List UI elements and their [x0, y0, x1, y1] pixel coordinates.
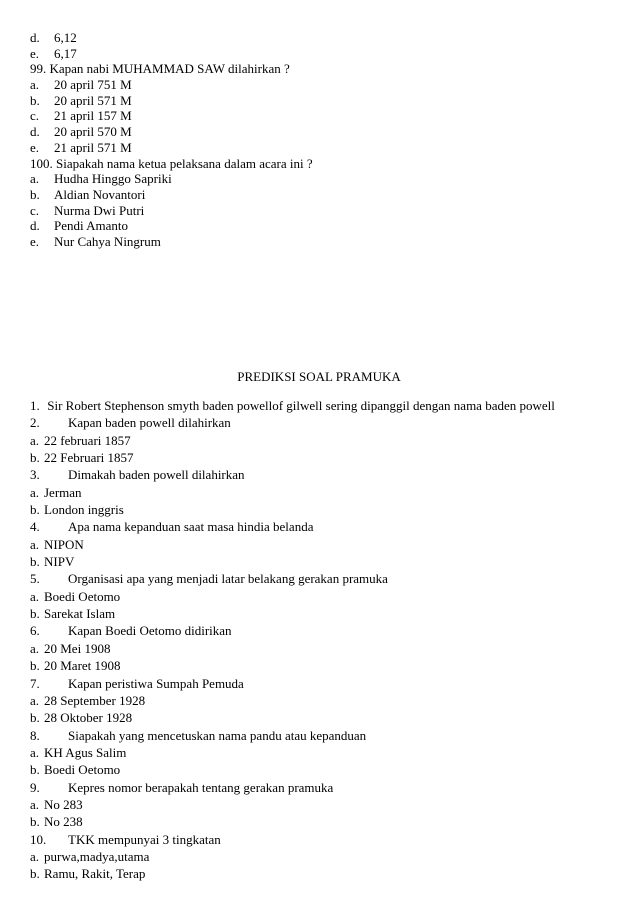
answer-line — [30, 605, 620, 622]
option-label: c. — [30, 202, 40, 218]
option-text: 22 februari 1857 — [44, 432, 131, 448]
answer-line — [30, 536, 620, 553]
section-title-text: PREDIKSI SOAL PRAMUKA — [237, 369, 401, 384]
option-label: b. — [30, 502, 40, 518]
option-text: 20 april 571 M — [54, 92, 132, 108]
option-text: Boedi Oetomo — [44, 588, 121, 604]
section-title — [0, 369, 638, 385]
option-label: a. — [30, 640, 40, 656]
answer-line — [30, 234, 620, 250]
answer-line — [30, 171, 620, 187]
question-number: 2. — [30, 415, 40, 431]
question-text: Kapan baden powell dilahirkan — [68, 415, 231, 431]
option-label: e. — [30, 233, 40, 249]
option-text: NIPV — [44, 554, 75, 570]
answer-line — [30, 813, 620, 830]
option-text: 6,12 — [54, 30, 77, 45]
answer-line — [30, 744, 620, 761]
answer-line — [30, 657, 620, 674]
answer-line — [30, 761, 620, 778]
option-label: b. — [30, 658, 40, 674]
option-text: 28 Oktober 1928 — [44, 710, 133, 726]
question-number: 9. — [30, 779, 40, 795]
answer-line — [30, 108, 620, 124]
option-text: 20 Maret 1908 — [44, 658, 121, 674]
question-text: Organisasi apa yang menjadi latar belakang gerakan pramuka — [68, 571, 388, 587]
pramuka-questions-section — [30, 397, 620, 883]
option-text: purwa,madya,utama — [44, 848, 150, 864]
option-text: 21 april 571 M — [54, 139, 132, 155]
option-text: Nur Cahya Ningrum — [54, 233, 161, 249]
answer-line — [30, 77, 620, 93]
option-text: No 238 — [44, 814, 83, 830]
question-number: 4. — [30, 519, 40, 535]
answer-line — [30, 865, 620, 882]
answer-line — [30, 46, 620, 62]
question-text: Dimakah baden powell dilahirkan — [68, 467, 245, 483]
option-label: b. — [30, 866, 40, 882]
option-label: b. — [30, 554, 40, 570]
question-text: Siapakah nama ketua pelaksana dalam acara ini ? — [56, 155, 313, 171]
question-number: 7. — [30, 675, 40, 691]
question-line — [30, 675, 620, 692]
answer-line — [30, 848, 620, 865]
option-label: e. — [30, 139, 40, 155]
answer-line — [30, 93, 620, 109]
question-number: 10. — [30, 831, 47, 847]
option-label: a. — [30, 692, 40, 708]
option-text: 22 Februari 1857 — [44, 450, 134, 466]
option-label: d. — [30, 124, 40, 140]
question-number: 99. — [30, 61, 47, 77]
question-text: TKK mempunyai 3 tingkatan — [68, 831, 221, 847]
option-text: KH Agus Salim — [44, 744, 127, 760]
option-text: Hudha Hinggo Sapriki — [54, 171, 172, 187]
option-label: a. — [30, 744, 40, 760]
option-label: b. — [30, 762, 40, 778]
question-number: 1. — [30, 398, 40, 413]
option-label: b. — [30, 92, 40, 108]
option-text: 28 September 1928 — [44, 692, 146, 708]
question-text: Kapan Boedi Oetomo didirikan — [68, 623, 232, 639]
question-line — [30, 156, 620, 172]
option-text: Boedi Oetomo — [44, 762, 121, 778]
option-label: b. — [30, 606, 40, 622]
option-text: London inggris — [44, 502, 124, 518]
answer-line — [30, 501, 620, 518]
answer-line — [30, 640, 620, 657]
option-label: b. — [30, 450, 40, 466]
option-text: No 283 — [44, 796, 83, 812]
option-label: a. — [30, 77, 40, 93]
answer-line — [30, 140, 620, 156]
option-text: 20 april 570 M — [54, 124, 132, 140]
option-text: NIPON — [44, 536, 84, 552]
answer-line — [30, 218, 620, 234]
question-number: 6. — [30, 623, 40, 639]
question-line — [30, 831, 620, 848]
option-label: a. — [30, 432, 40, 448]
option-label: a. — [30, 536, 40, 552]
option-text: 20 april 751 M — [54, 77, 132, 93]
answer-line — [30, 124, 620, 140]
question-text: Sir Robert Stephenson smyth baden powellof gilwell sering dipanggil dengan nama baden powell — [47, 398, 555, 413]
question-line — [30, 414, 620, 431]
option-text: 21 april 157 M — [54, 108, 132, 124]
option-text: Ramu, Rakit, Terap — [44, 866, 146, 882]
answer-line — [30, 30, 620, 46]
question-number: 5. — [30, 571, 40, 587]
option-text: 6,17 — [54, 45, 77, 61]
option-text: Aldian Novantori — [54, 186, 146, 202]
question-text: Kapan peristiwa Sumpah Pemuda — [68, 675, 244, 691]
answer-line — [30, 553, 620, 570]
answer-line — [30, 449, 620, 466]
option-label: d. — [30, 30, 40, 45]
option-text: 20 Mei 1908 — [44, 640, 111, 656]
question-line — [30, 61, 620, 77]
answer-line — [30, 432, 620, 449]
question-text: Kepres nomor berapakah tentang gerakan pramuka — [68, 779, 334, 795]
option-text: Pendi Amanto — [54, 218, 129, 234]
option-label: c. — [30, 108, 40, 124]
question-number: 100. — [30, 155, 53, 171]
answer-line — [30, 796, 620, 813]
answer-line — [30, 709, 620, 726]
question-text: Siapakah yang mencetuskan nama pandu atau kepanduan — [68, 727, 367, 743]
question-line — [30, 570, 620, 587]
question-number: 3. — [30, 467, 40, 483]
answer-line — [30, 484, 620, 501]
answer-line — [30, 588, 620, 605]
option-text: Nurma Dwi Putri — [54, 202, 145, 218]
question-line — [30, 397, 620, 414]
question-text: Apa nama kepanduan saat masa hindia belanda — [68, 519, 314, 535]
answer-line — [30, 187, 620, 203]
question-number: 8. — [30, 727, 40, 743]
option-label: a. — [30, 171, 40, 187]
option-label: a. — [30, 796, 40, 812]
option-label: a. — [30, 588, 40, 604]
option-label: e. — [30, 45, 40, 61]
question-line — [30, 727, 620, 744]
question-line — [30, 518, 620, 535]
option-label: a. — [30, 484, 40, 500]
answer-line — [30, 692, 620, 709]
answer-line — [30, 203, 620, 219]
option-label: a. — [30, 848, 40, 864]
question-line — [30, 466, 620, 483]
option-label: b. — [30, 186, 40, 202]
option-text: Jerman — [44, 484, 82, 500]
option-label: b. — [30, 710, 40, 726]
option-label: d. — [30, 218, 40, 234]
question-line — [30, 622, 620, 639]
previous-questions-section — [30, 30, 620, 250]
option-text: Sarekat Islam — [44, 606, 116, 622]
question-line — [30, 779, 620, 796]
question-text: Kapan nabi MUHAMMAD SAW dilahirkan ? — [49, 61, 290, 77]
option-label: b. — [30, 814, 40, 830]
